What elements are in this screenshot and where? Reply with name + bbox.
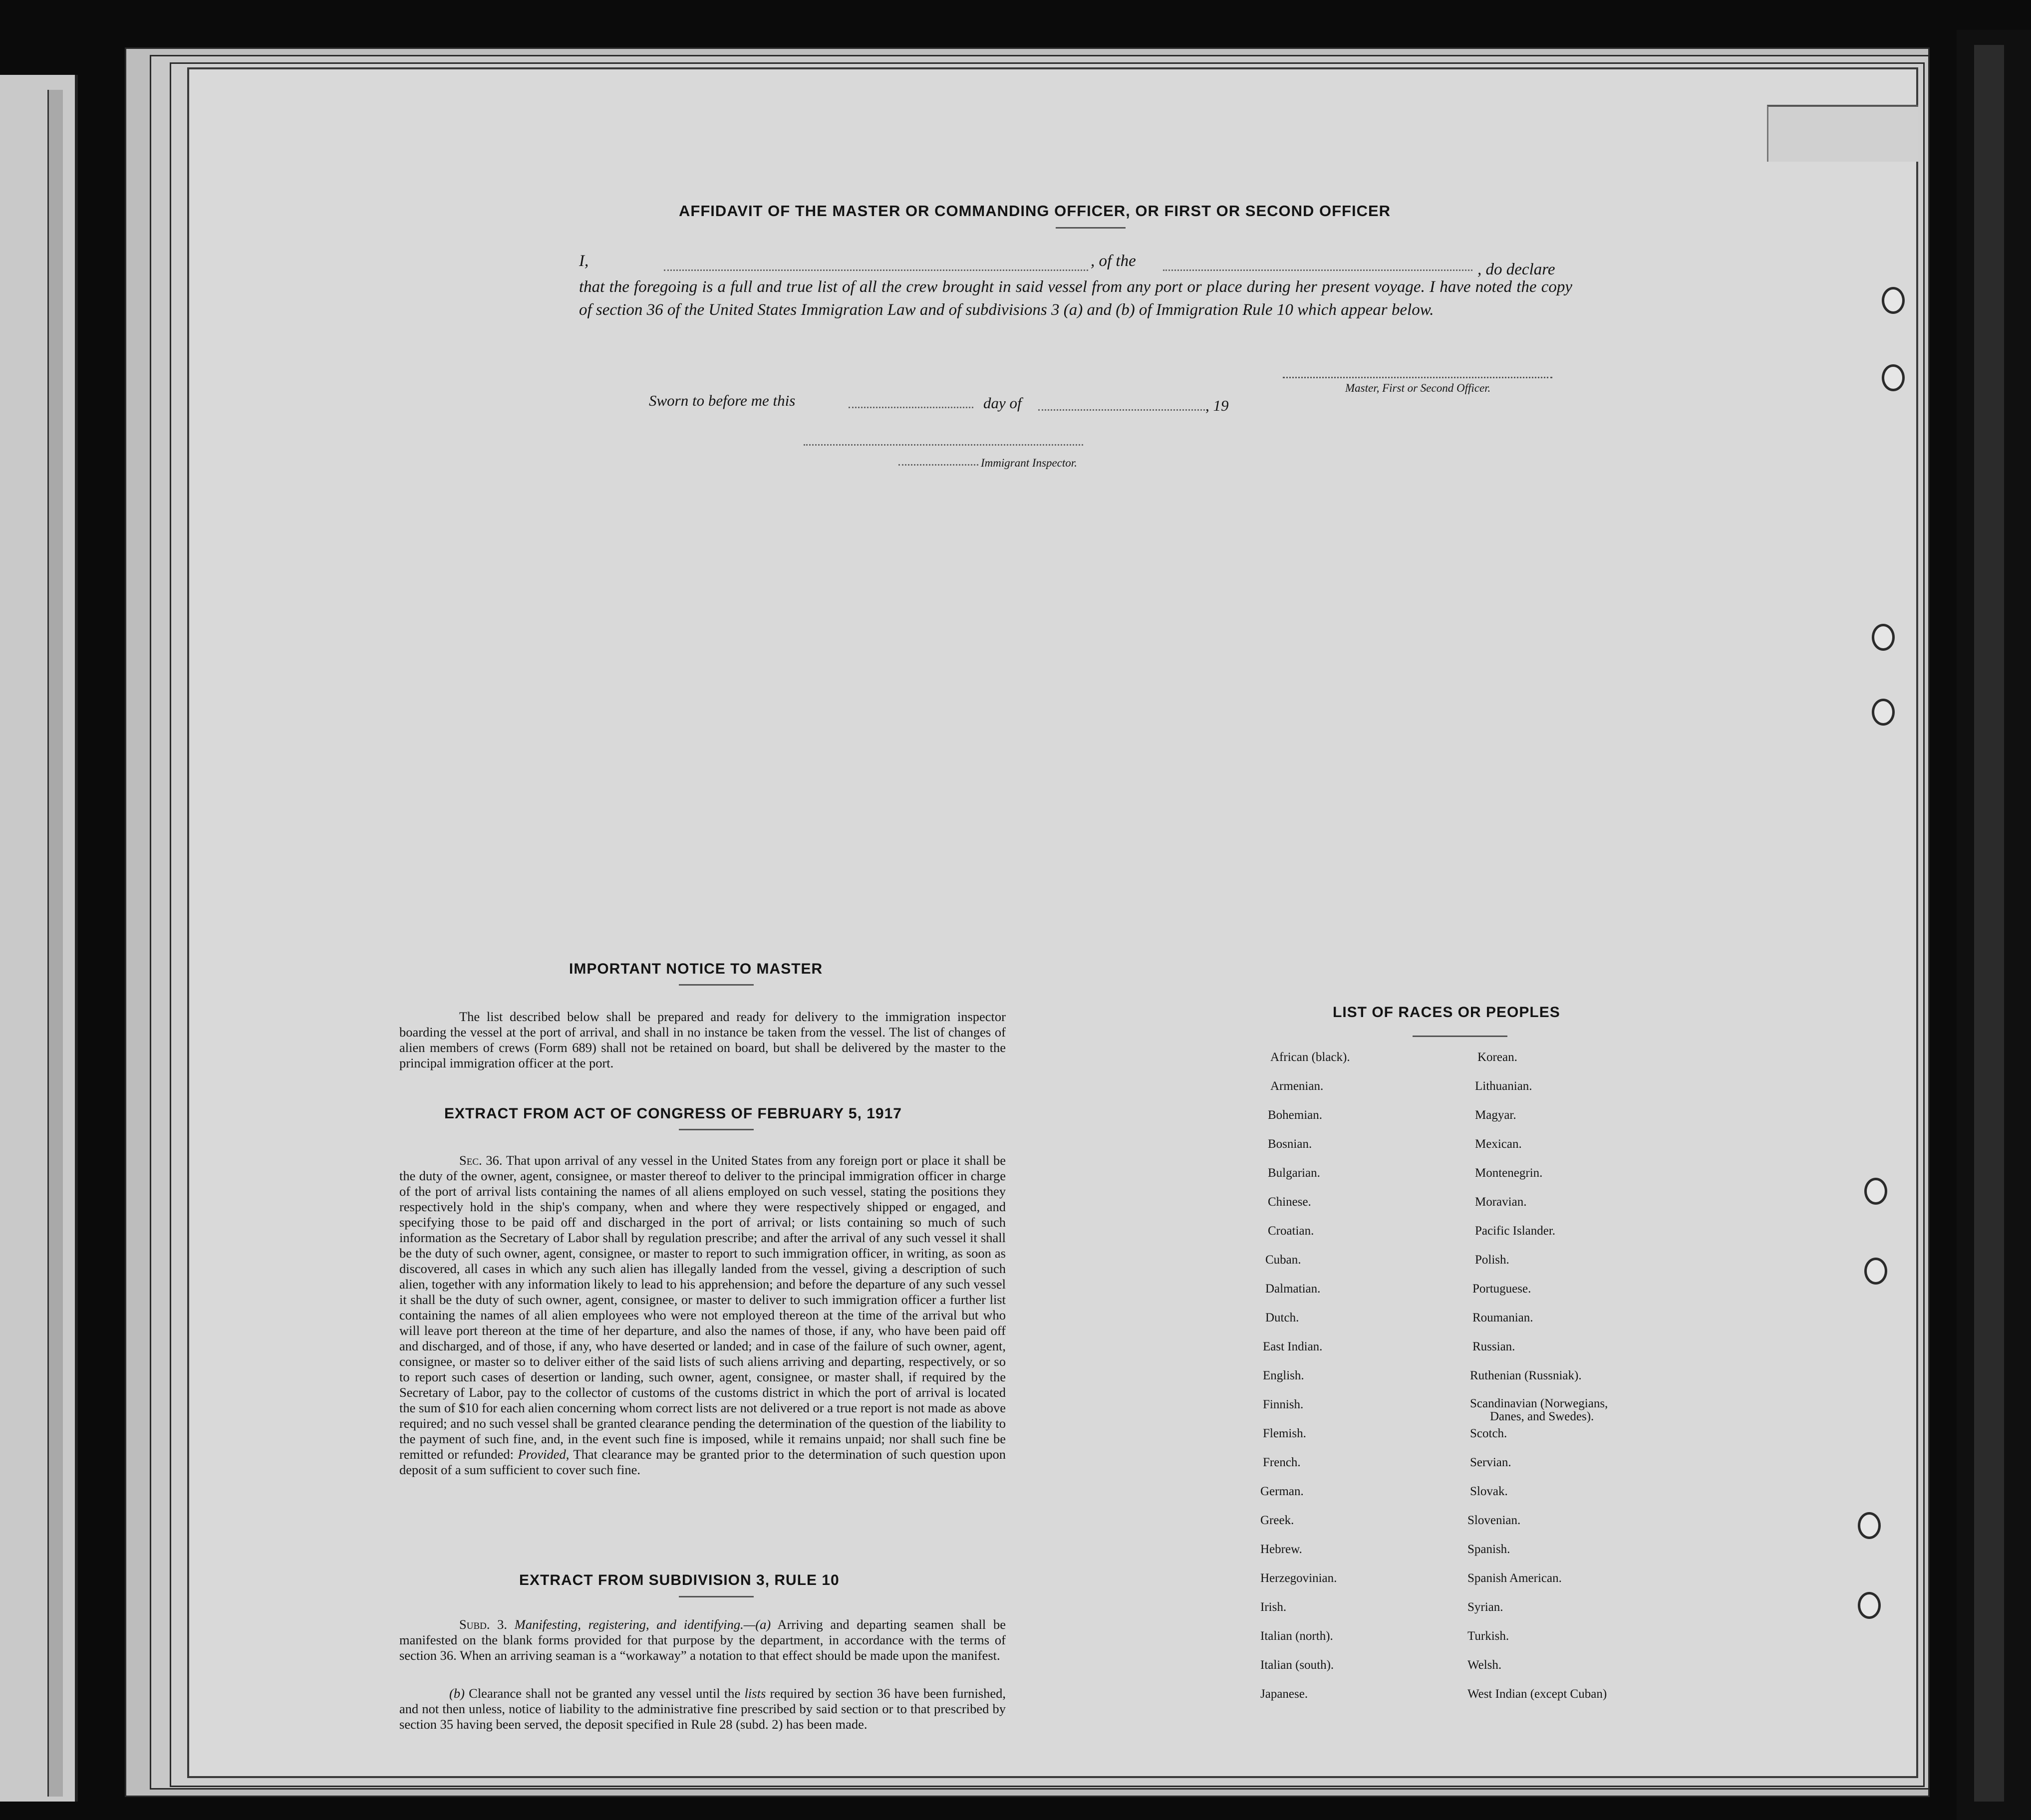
subdivision-b-body: required by section 36 have been furnished, and not then unless, notice of liability to the administrative fine prescribed by said section or to that prescribed by section 35 having been served, the deposit specified in Rule 28 (subd. 2) has been made. (399, 1686, 1006, 1732)
race-item: Irish. (1260, 1600, 1287, 1614)
section-36-text (399, 1153, 1006, 1478)
race-item: Lithuanian. (1475, 1079, 1532, 1093)
declaration-text: that the foregoing is a full and true list of all the crew brought in said vessel from any port or place during her present voyage. I have noted the copy of section 36 of the United States Immigration Law and of subdivisions 3 (a) and (b) of Immigration Rule 10 which appear below. (579, 278, 1572, 319)
section-36-body: That upon arrival of any vessel in the United States from any foreign port or place it shall be the duty of the owner, agent, consignee, or master thereof to deliver to the principal immigration officer in charge of the port of arrival lists containing the names of all aliens employed on such vessel, stating the positions they respectively hold in the ship's company, when and where they were respectively shipped or engaged, and specifying those to be paid off and discharged in the port of arrival; or lists containing so much of such information as the Secretary of Labor shall by regulation prescribe; and after the arrival of any such vessel it shall be the duty of such owner, agent, consignee, or master to report to such immigration officer, in writing, as soon as discovered, all cases in which any such alien has illegally landed from the vessel, giving a description of such alien, together with any information likely to lead to his apprehension; and before the departure of any such vessel it shall be the duty of such owner, agent, consignee, or master to deliver to such immigration officer a further list containing the names of all alien employees who were not employed thereon at the time of the arrival but who will leave port thereon at the time of her departure, and also the names of those, if any, who have been paid off and discharged, and of those, if any, who have deserted or landed; and in case of the failure of such owner, agent, consignee, or master so to deliver either of the said lists of such aliens arriving and departing, respectively, or so to report such cases of desertion or landing, such owner, agent, consignee, or master shall, if required by the Secretary of Labor, pay to the collector of customs of the customs district in which the port of arrival is located the sum of $10 for each alien concerning whom correct lists are not delivered or a true report is not made as above required; and no such vessel shall be granted clearance pending the determination of the question of the liability to the payment of such fine, and, in the event such fine is imposed, while it remains unpaid; nor shall such fine be remitted or refunded: (399, 1153, 1006, 1462)
race-item: Herzegovinian. (1260, 1571, 1337, 1585)
race-item-scandinavian (1467, 1397, 1687, 1426)
race-item: Syrian. (1467, 1600, 1503, 1614)
page-tab-curl (1767, 105, 1918, 162)
races-column-1 (1260, 1050, 1460, 1716)
race-item: Dutch. (1265, 1311, 1299, 1324)
race-item: Chinese. (1268, 1195, 1311, 1209)
year-label: , 19 (1205, 397, 1229, 414)
race-item: Cuban. (1265, 1253, 1301, 1267)
race-item: Italian (north). (1260, 1629, 1333, 1643)
left-sheet-edge (0, 75, 78, 1802)
race-item: Greek. (1260, 1514, 1294, 1527)
proviso-text: That clearance may be granted prior to the determination of such question upon deposit of a sum sufficient to cover such fine. (399, 1447, 1006, 1477)
punch-hole-icon (1872, 699, 1895, 726)
punch-hole-icon (1864, 1178, 1887, 1205)
punch-hole-icon (1882, 364, 1905, 391)
signature-caption: Master, First or Second Officer. (1345, 382, 1491, 394)
punch-hole-icon (1864, 1258, 1887, 1285)
race-item: Finnish. (1263, 1398, 1304, 1411)
race-item: Croatian. (1268, 1224, 1314, 1238)
inspector-short-line (898, 464, 978, 466)
day-of-label: day of (983, 394, 1022, 412)
race-item: Magyar. (1475, 1108, 1516, 1122)
race-item: Roumanian. (1472, 1311, 1533, 1324)
do-declare-label: , do declare (1477, 260, 1555, 278)
affidavit-title: AFFIDAVIT OF THE MASTER OR COMMANDING OFFICER, OR FIRST OR SECOND OFFICER (679, 202, 1391, 220)
race-item: Hebrew. (1260, 1543, 1302, 1556)
race-item: African (black). (1270, 1050, 1350, 1064)
race-item: Polish. (1475, 1253, 1509, 1267)
section-36-label: Sec. 36. (459, 1153, 503, 1168)
race-item: German. (1260, 1485, 1304, 1498)
act-extract-underline (679, 1129, 754, 1130)
left-sheet-strip (47, 90, 63, 1797)
sworn-month-line (1038, 409, 1208, 411)
subdivision-label: Subd. 3. (459, 1617, 508, 1632)
sworn-label: Sworn to before me this (649, 392, 796, 409)
act-extract-title: EXTRACT FROM ACT OF CONGRESS OF FEBRUARY 5, 1917 (444, 1105, 902, 1122)
race-item: Italian (south). (1260, 1658, 1334, 1672)
race-item: Moravian. (1475, 1195, 1527, 1209)
race-item: Russian. (1472, 1340, 1515, 1353)
race-item: French. (1263, 1456, 1301, 1469)
race-item: Montenegrin. (1475, 1166, 1543, 1180)
race-item: Scandinavian (Norwegians, (1470, 1397, 1608, 1410)
race-item: Slovak. (1470, 1485, 1508, 1498)
race-item: Bulgarian. (1268, 1166, 1320, 1180)
notice-text: The list described below shall be prepared and ready for delivery to the immigration inspector boarding the vessel at the port of arrival, and shall in no instance be taken from the vessel. The list of changes of alien members of crews (Form 689) shall not be retained on board, but shall be delivered by the master to the principal immigration officer at the port. (399, 1009, 1006, 1070)
race-item: Portuguese. (1472, 1282, 1531, 1296)
race-item: English. (1263, 1369, 1304, 1382)
declarant-name-line (664, 269, 1088, 271)
race-item: Dalmatian. (1265, 1282, 1321, 1296)
vessel-name-line (1163, 269, 1472, 271)
signature-line (1283, 377, 1552, 378)
subdivision-3b-text (399, 1686, 1006, 1732)
title-underline (1056, 227, 1126, 229)
punch-hole-icon (1858, 1592, 1881, 1619)
right-strip (1974, 45, 2004, 1802)
race-item: East Indian. (1263, 1340, 1323, 1353)
punch-hole-icon (1872, 624, 1895, 651)
subdivision-heading: Manifesting, registering, and identifying. (514, 1617, 744, 1632)
subdivision-a-marker: —(a) (743, 1617, 771, 1632)
race-item: Japanese. (1260, 1687, 1308, 1701)
race-item: Armenian. (1270, 1079, 1324, 1093)
notice-title: IMPORTANT NOTICE TO MASTER (569, 961, 823, 977)
of-the-label: , of the (1091, 252, 1136, 270)
race-item: Scotch. (1470, 1427, 1507, 1440)
race-item: Servian. (1470, 1456, 1511, 1469)
subdivision-b-marker: (b) (449, 1686, 465, 1701)
race-item: Welsh. (1467, 1658, 1502, 1672)
race-item: Flemish. (1263, 1427, 1306, 1440)
race-item: Pacific Islander. (1475, 1224, 1556, 1238)
race-item: Slovenian. (1467, 1514, 1521, 1527)
subdivision-3a-text (399, 1617, 1006, 1663)
race-item: Bosnian. (1268, 1137, 1312, 1151)
race-item: Korean. (1477, 1050, 1517, 1064)
races-underline (1413, 1036, 1507, 1037)
race-item-continuation: Danes, and Swedes). (1490, 1410, 1594, 1423)
subdivision-a-body: Arriving and departing seamen shall be manifested on the blank forms provided for that purpose by the department, in accordance with the terms of section 36. When an arriving seaman is a “workaway” a notation to that effect should be made upon the manifest. (399, 1617, 1006, 1663)
race-item: Bohemian. (1268, 1108, 1323, 1122)
inspector-caption: Immigrant Inspector. (981, 457, 1077, 469)
race-item: Spanish. (1467, 1543, 1510, 1556)
race-item: West Indian (except Cuban) (1467, 1687, 1607, 1701)
rule-extract-title: EXTRACT FROM SUBDIVISION 3, RULE 10 (519, 1572, 840, 1588)
subdivision-b-lists: lists (744, 1686, 766, 1701)
notice-underline (679, 984, 754, 986)
proviso-word: Provided, (518, 1447, 570, 1462)
race-item: Turkish. (1467, 1629, 1509, 1643)
subdivision-b-pre: Clearance shall not be granted any vessel until the (469, 1686, 741, 1701)
punch-hole-icon (1882, 287, 1905, 314)
races-title: LIST OF RACES OR PEOPLES (1333, 1004, 1560, 1021)
race-item: Ruthenian (Russniak). (1470, 1369, 1582, 1382)
races-column-2 (1467, 1050, 1687, 1716)
race-item: Spanish American. (1467, 1571, 1562, 1585)
inspector-signature-line (804, 444, 1083, 446)
rule-extract-underline (679, 1596, 754, 1597)
sworn-day-line (849, 407, 973, 408)
punch-hole-icon (1858, 1512, 1881, 1539)
race-item: Mexican. (1475, 1137, 1522, 1151)
declarant-prefix: I, (579, 252, 589, 270)
